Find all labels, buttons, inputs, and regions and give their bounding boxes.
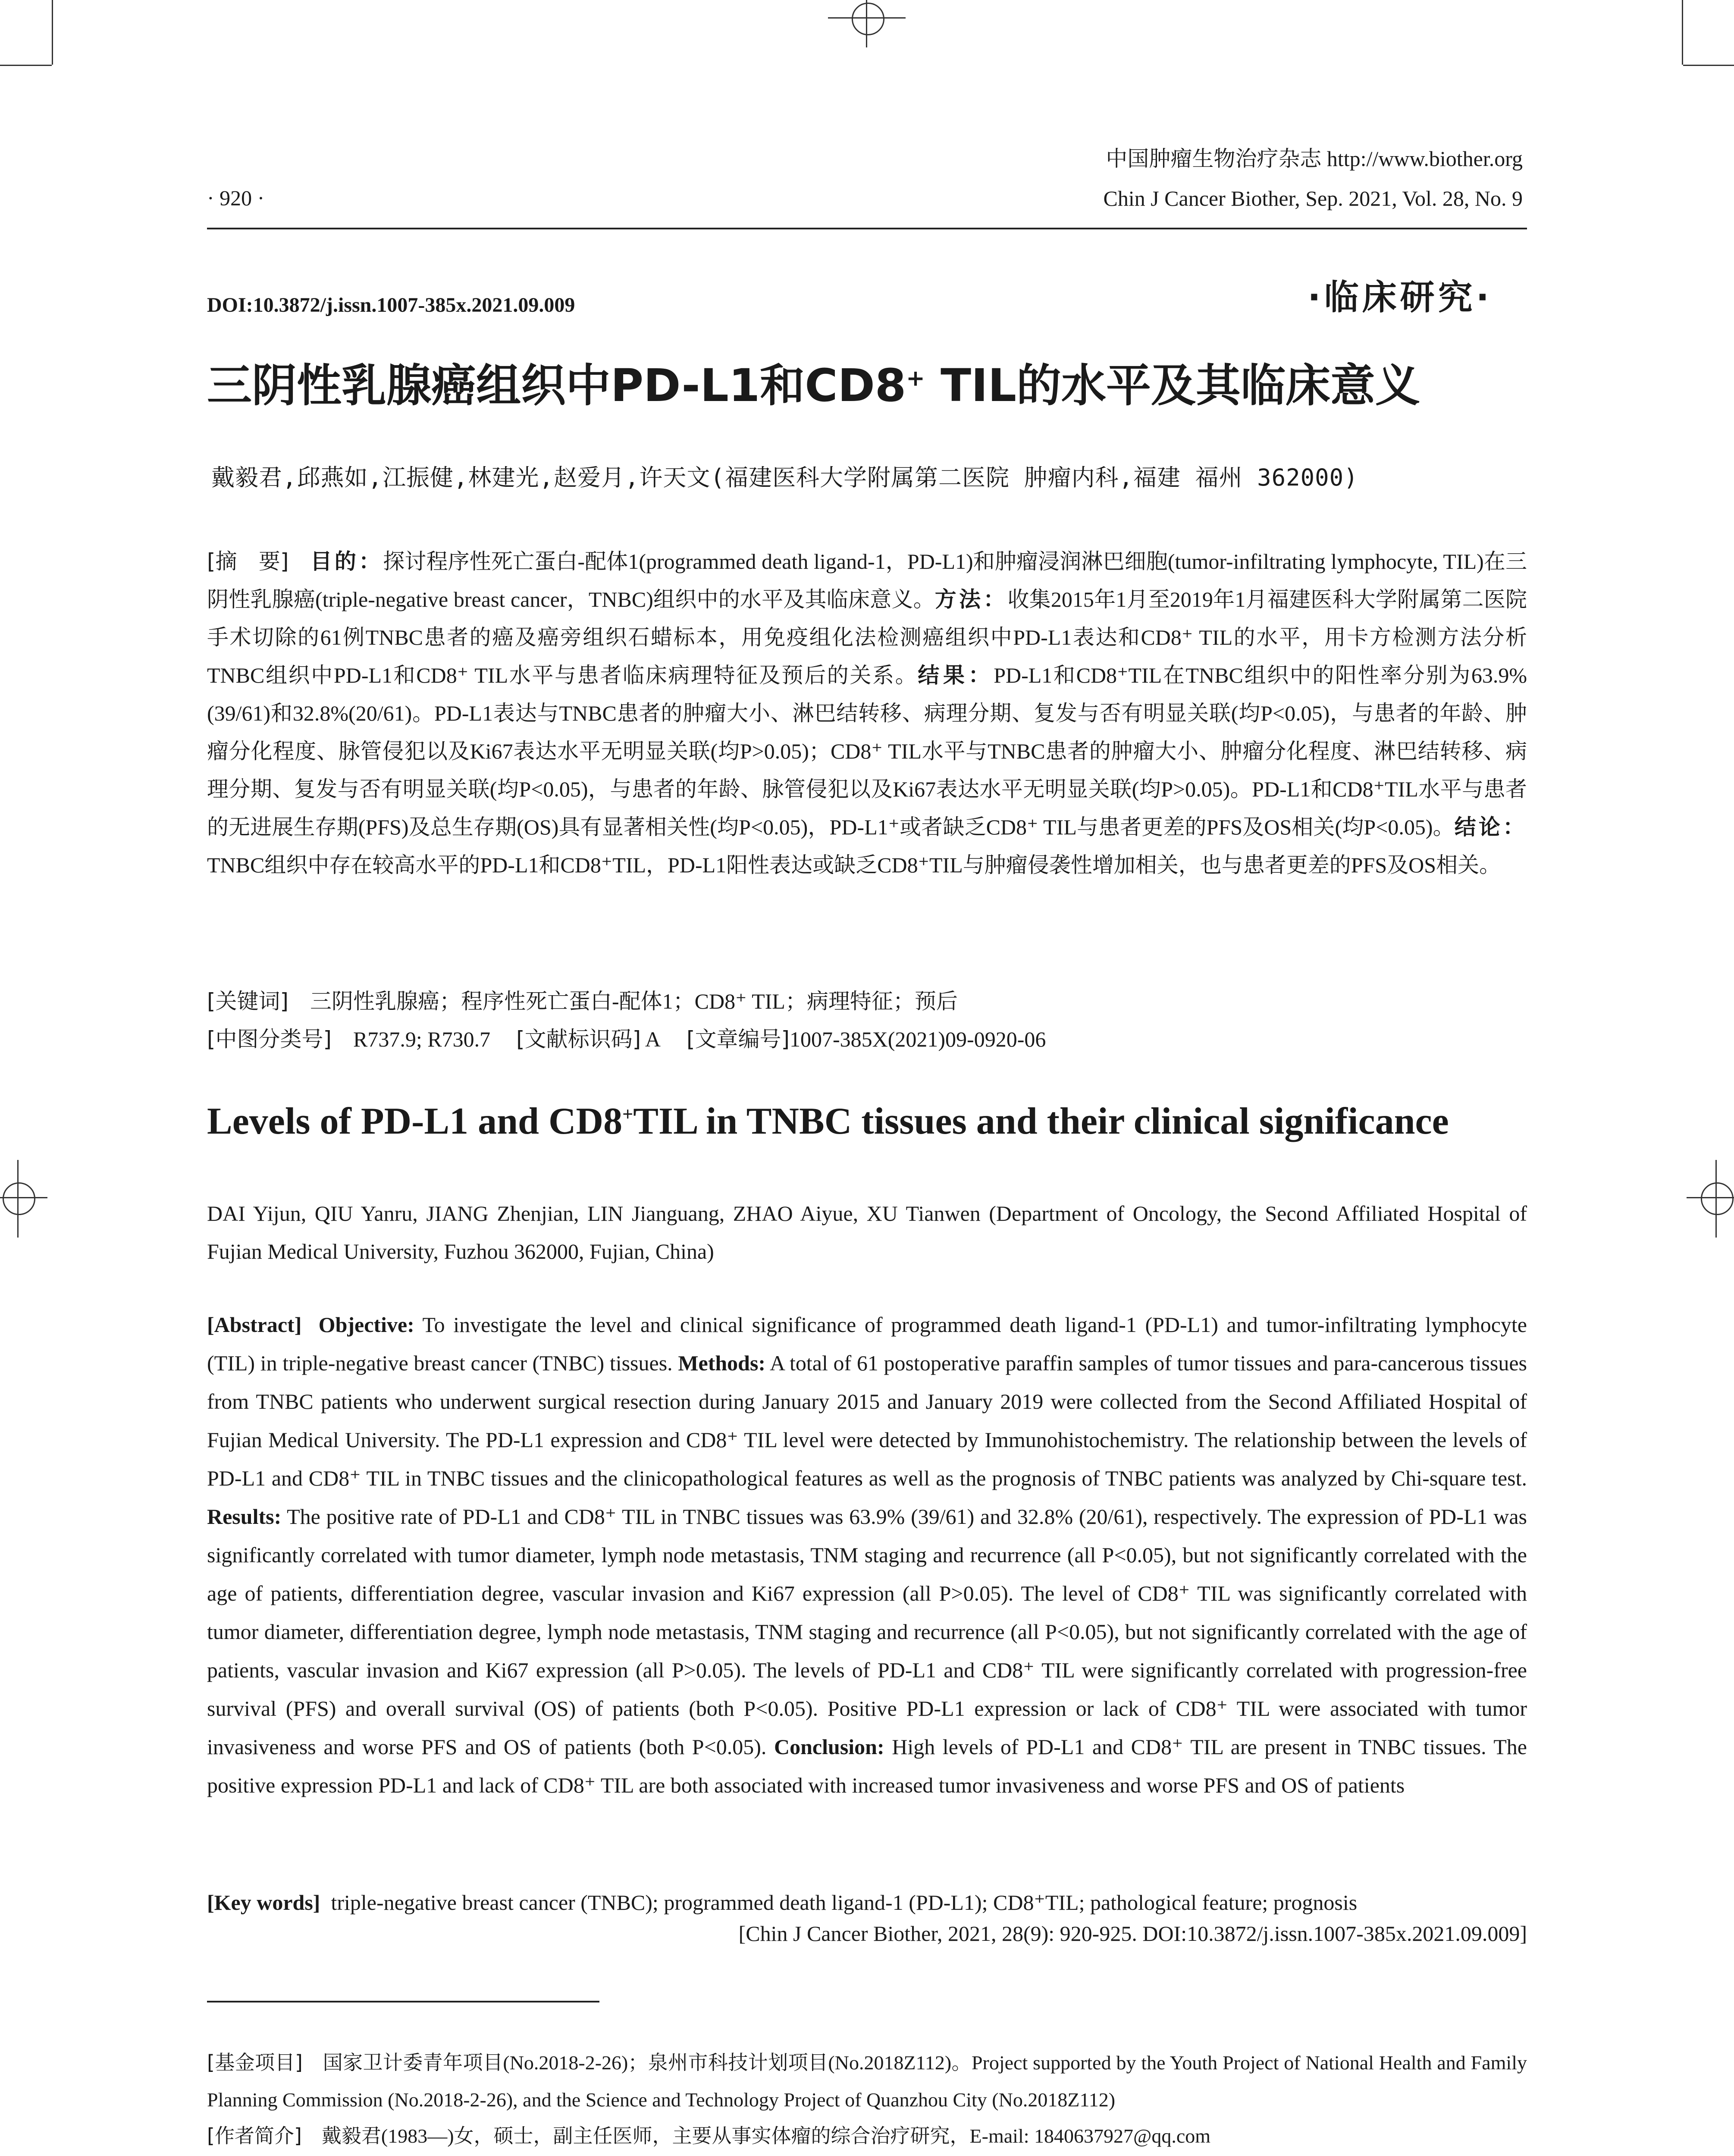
chinese-authors: 戴毅君,邱燕如,江振健,林建光,赵爱月,许天文(福建医科大学附属第二医院 肿瘤内科,福建 福州 362000) [211,464,1358,491]
page-number: · 920 · [207,186,265,210]
english-abstract: [Abstract] Objective: To investigate the level and clinical significance of programmed death ligand-1 (PD-L1) and tumor-infiltrating lymphocyte (TIL) in triple-negative breast cancer (TNBC) tissues. Methods: A total of 61 postoperative paraffin samples of tumor tissues and para-cancerous tissues from TNBC patients who underwent surgical resection during January 2015 and January 2019 were collected from the Second Affiliated Hospital of Fujian Medical University. The PD-L1 expression and CD8⁺ TIL level were detected by Immunohistochemistry. The relationship between the levels of PD-L1 and CD8⁺ TIL in TNBC tissues and the clinicopathological features as well as the prognosis of TNBC patients was analyzed by Chi-square test. Results: The positive rate of PD-L1 and CD8⁺ TIL in TNBC tissues was 63.9% (39/61) and 32.8% (20/61), respectively. The expression of PD-L1 was significantly correlated with tumor diameter, lymph node metastasis, TNM staging and recurrence (all P<0.05), but not significantly correlated with the age of patients, differentiation degree, vascular invasion and Ki67 expression (all P>0.05). The level of CD8⁺ TIL was significantly correlated with tumor diameter, differentiation degree, lymph node metastasis, TNM staging and recurrence (all P<0.05), but not significantly correlated with the age of patients, vascular invasion and Ki67 expression (all P>0.05). The levels of PD-L1 and CD8⁺ TIL were significantly correlated with progression-free survival (PFS) and overall survival (OS) of patients (both P<0.05). Positive PD-L1 expression or lack of CD8⁺ TIL were associated with tumor invasiveness and worse PFS and OS of patients (both P<0.05). Conclusion: High levels of PD-L1 and CD8⁺ TIL are present in TNBC tissues. The positive expression PD-L1 and lack of CD8⁺ TIL are both associated with increased tumor invasiveness and worse PFS and OS of patients [207,1313,1527,1797]
citation: [Chin J Cancer Biother, 2021, 28(9): 920-925. DOI:10.3872/j.issn.1007-385x.2021.09.009] [738,1921,1527,1946]
abstract-label: [摘 要] [207,549,289,574]
methods-label: Methods: [678,1351,766,1375]
objective-label: 目的： [310,549,383,574]
objective-label: Objective: [318,1313,414,1337]
english-keywords: [Key words] triple-negative breast cancer (TNBC); programmed death ligand-1 (PD-L1); CD8⁺TIL; pathological feature; prognosis [207,1890,1358,1915]
header-rule [207,228,1527,229]
methods-label: 方法： [934,587,1008,612]
results-label: 结果： [918,663,994,688]
english-title: Levels of PD-L1 and CD8+TIL in TNBC tissues and their clinical significance [207,1100,1449,1142]
abstract-label: [Abstract] [207,1313,302,1337]
chinese-abstract: [摘 要] 目的：探讨程序性死亡蛋白-配体1(programmed death ligand-1，PD-L1)和肿瘤浸润淋巴细胞(tumor-infiltrating lymphocyte, TIL)在三阴性乳腺癌(triple-negative breast cancer，TNBC)组织中的水平及其临床意义。方法：收集2015年1月至2019年1月福建医科大学附属第二医院手术切除的61例TNBC患者的癌及癌旁组织石蜡标本，用免疫组化法检测癌组织中PD-L1表达和CD8⁺ TIL的水平，用卡方检测方法分析TNBC组织中PD-L1和CD8⁺ TIL水平与患者临床病理特征及预后的关系。结果：PD-L1和CD8⁺TIL在TNBC组织中的阳性率分别为63.9%(39/61)和32.8%(20/61)。PD-L1表达与TNBC患者的肿瘤大小、淋巴结转移、病理分期、复发与否有明显关联(均P<0.05)，与患者的年龄、肿瘤分化程度、脉管侵犯以及Ki67表达水平无明显关联(均P>0.05)；CD8⁺ TIL水平与TNBC患者的肿瘤大小、肿瘤分化程度、淋巴结转移、病理分期、复发与否有明显关联(均P<0.05)，与患者的年龄、脉管侵犯以及Ki67表达水平无明显关联(均P>0.05)。PD-L1和CD8⁺TIL水平与患者的无进展生存期(PFS)及总生存期(OS)具有显著相关性(均P<0.05)，PD-L1⁺或者缺乏CD8⁺ TIL与患者更差的PFS及OS相关(均P<0.05)。结论：TNBC组织中存在较高水平的PD-L1和CD8⁺TIL，PD-L1阳性表达或缺乏CD8⁺TIL与肿瘤侵袭性增加相关，也与患者更差的PFS及OS相关。 [207,549,1527,877]
conclusion-label: 结论： [1454,815,1527,840]
doi: DOI:10.3872/j.issn.1007-385x.2021.09.009 [207,294,575,317]
footnote-author-bio: [作者简介] 戴毅君(1983—)女，硕士，副主任医师，主要从事实体瘤的综合治疗研究，E-mail: 1840637927@qq.com [207,2124,1211,2147]
results-label: Results: [207,1504,282,1529]
journal-name-url: 中国肿瘤生物治疗杂志 http://www.biother.org [1106,147,1523,171]
english-authors: DAI Yijun, QIU Yanru, JIANG Zhenjian, LIN Jianguang, ZHAO Aiyue, XU Tianwen (Department of Oncology, the Second Affiliated Hospital of Fujian Medical University, Fuzhou 362000, Fujian, China) [207,1201,1527,1263]
conclusion-label: Conclusion: [774,1735,884,1759]
footnote-rule [207,2001,599,2002]
chinese-keywords: [关键词] 三阴性乳腺癌；程序性死亡蛋白-配体1；CD8⁺ TIL；病理特征；预后 [207,989,958,1014]
chinese-classification: [中图分类号] R737.9; R730.7 [文献标识码] A [文章编号]1007-385X(2021)09-0920-06 [207,1027,1046,1052]
chinese-title: 三阴性乳腺癌组织中PD-L1和CD8+ TIL的水平及其临床意义 [207,359,1420,412]
footnote-funding: [基金项目] 国家卫计委青年项目(No.2018-2-26)；泉州市科技计划项目(No.2018Z112)。Project supported by the Youth Project of National Health and Family Planning Commission (No.2018-2-26), and the Science and Technology Project of Quanzhou City (No.2018Z112) [207,2051,1527,2111]
footnote-corresponding-author [207,2154,1527,2156]
section-label: ·临床研究· [1308,277,1493,317]
journal-citation-header: Chin J Cancer Biother, Sep. 2021, Vol. 28, No. 9 [1103,186,1523,210]
